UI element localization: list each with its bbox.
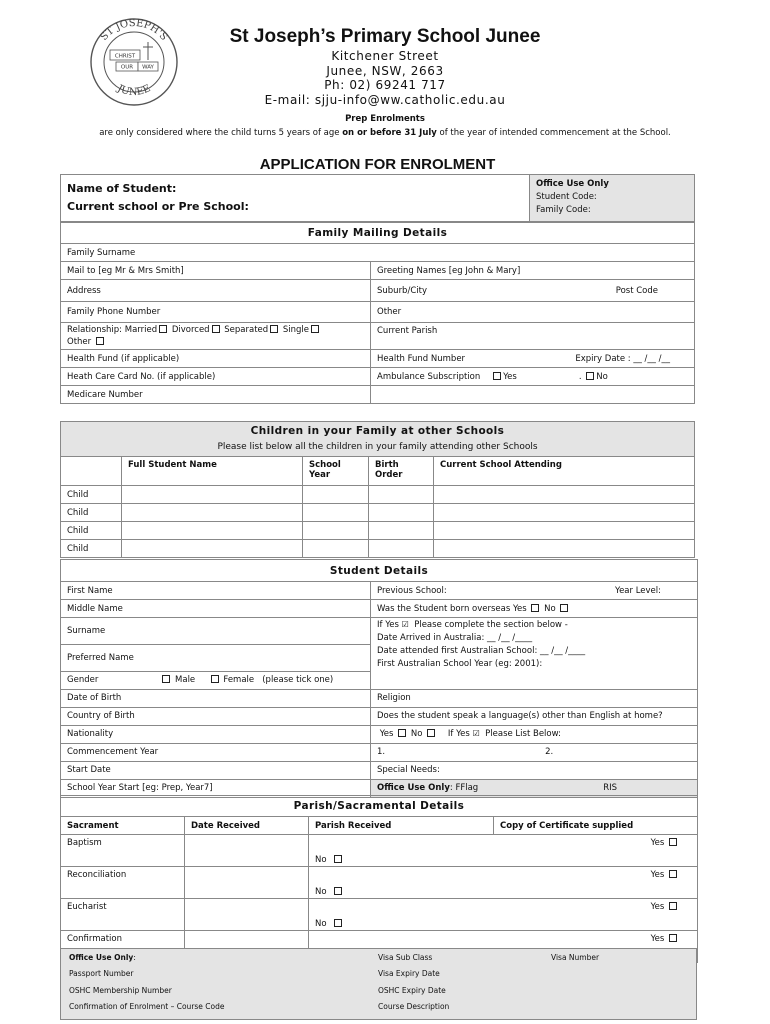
parish-heading: Parish/Sacramental Details (61, 796, 698, 817)
passport-label: Passport Number (69, 969, 134, 978)
language-2-label: 2. (545, 747, 554, 757)
health-fund-number-label: Health Fund Number (377, 353, 466, 364)
office-bottom-title: Office Use Only (69, 953, 134, 962)
student-details-table (60, 559, 698, 798)
yes-checkbox[interactable] (669, 902, 677, 910)
yes-checkbox[interactable] (669, 838, 677, 846)
children-subheading: Please list below all the children in your family attending other Schools (217, 442, 538, 452)
family-phone-label: Family Phone Number (61, 302, 371, 323)
married-checkbox[interactable] (159, 325, 167, 333)
ambulance-yes-checkbox[interactable] (493, 372, 501, 380)
divorced-checkbox[interactable] (212, 325, 220, 333)
student-top-box (60, 174, 695, 222)
year-level-label: Year Level: (615, 585, 661, 596)
family-heading: Family Mailing Details (61, 223, 695, 244)
form-title: APPLICATION FOR ENROLMENT (259, 156, 496, 173)
table-row: Baptism Yes No (61, 835, 698, 867)
student-heading: Student Details (61, 560, 698, 582)
family-code-label: Family Code: (536, 205, 591, 215)
language-yes-no: Yes No If Yes ☑ Please List Below: (371, 725, 698, 743)
health-care-card-label: Heath Care Card No. (if applicable) (61, 368, 371, 386)
table-row: Reconciliation Yes No (61, 867, 698, 899)
course-description-label: Course Description (378, 1002, 450, 1011)
office-use-title: Office Use Only (536, 179, 609, 189)
fflag-label: : FFlag (449, 783, 479, 793)
col-current-school: Current School Attending (434, 457, 695, 486)
table-row: Eucharist Yes No (61, 899, 698, 931)
gender-field: Gender Male Female (please tick one) (61, 671, 371, 689)
ambulance-field: Ambulance Subscription Yes . No (371, 368, 695, 386)
language-1-label: 1. (377, 747, 386, 757)
address-street: Kitchener Street (331, 49, 439, 63)
overseas-yes-checkbox[interactable] (531, 604, 539, 612)
expiry-date-label: Expiry Date : __ /__ /__ (575, 353, 670, 364)
table-row: Child (61, 522, 695, 540)
male-checkbox[interactable] (162, 675, 170, 683)
language-yes-checkbox[interactable] (398, 729, 406, 737)
current-school-label: Current school or Pre School: (67, 200, 249, 213)
col-birth-order: Birth Order (369, 457, 434, 486)
no-checkbox[interactable] (334, 887, 342, 895)
col-sacrament: Sacrament (61, 817, 185, 835)
svg-text:CHRIST: CHRIST (114, 53, 136, 60)
family-mailing-table (60, 222, 695, 404)
commencement-year-label: Commencement Year (61, 743, 371, 761)
first-name-label: First Name (61, 582, 371, 600)
col-full-name: Full Student Name (122, 457, 303, 486)
children-heading: Children in your Family at other Schools (250, 425, 505, 437)
religion-label: Religion (371, 689, 698, 707)
table-row: Child (61, 504, 695, 522)
children-table (60, 421, 695, 558)
family-surname-label: Family Surname (61, 244, 695, 262)
svg-text:JUNEE: JUNEE (115, 83, 153, 99)
language-no-checkbox[interactable] (427, 729, 435, 737)
visa-number-label: Visa Number (551, 953, 600, 962)
prep-note: are only considered where the child turns 5 years of age on or before 31 July of the year of intended commencement at the School. (99, 128, 671, 138)
parish-table (60, 795, 698, 963)
col-school-year: School Year (303, 457, 369, 486)
surname-label: Surname (61, 618, 371, 645)
tick-icon: ☑ (401, 620, 409, 629)
svg-text:ST JOSEPH'S: ST JOSEPH'S (98, 17, 170, 43)
postcode-label: Post Code (615, 285, 658, 296)
oshc-membership-label: OSHC Membership Number (69, 986, 172, 995)
date-arrived-label: Date Arrived in Australia: __ /__ /____ (377, 633, 533, 643)
phone-number: Ph: 02) 69241 717 (324, 78, 446, 92)
other-relationship-checkbox[interactable] (96, 337, 104, 345)
nationality-label: Nationality (61, 725, 371, 743)
student-name-label: Name of Student: (67, 182, 177, 195)
col-date-received: Date Received (185, 817, 309, 835)
svg-text:WAY: WAY (142, 64, 154, 71)
address-label: Address (61, 280, 371, 302)
health-fund-label: Health Fund (if applicable) (61, 350, 371, 368)
current-parish-label: Current Parish (371, 323, 695, 350)
tick-icon: ☑ (472, 729, 480, 738)
table-row: Child (61, 540, 695, 558)
separated-checkbox[interactable] (270, 325, 278, 333)
middle-name-label: Middle Name (61, 600, 371, 618)
suburb-label: Suburb/City (377, 285, 427, 296)
other-label: Other (371, 302, 695, 323)
table-row: Child (61, 486, 695, 504)
no-checkbox[interactable] (334, 855, 342, 863)
medicare-label: Medicare Number (61, 386, 371, 404)
col-certificate: Copy of Certificate supplied (494, 817, 698, 835)
visa-subclass-label: Visa Sub Class (378, 953, 433, 962)
prep-title: Prep Enrolments (345, 114, 425, 124)
female-checkbox[interactable] (211, 675, 219, 683)
greeting-label: Greeting Names [eg John & Mary] (371, 262, 695, 280)
svg-text:OUR: OUR (120, 64, 134, 71)
first-school-year-label: First Australian School Year (eg: 2001): (377, 659, 543, 669)
mail-to-label: Mail to [eg Mr & Mrs Smith] (61, 262, 371, 280)
oshc-expiry-label: OSHC Expiry Date (378, 986, 446, 995)
ris-label: RIS (603, 783, 618, 793)
col-parish-received: Parish Received (309, 817, 494, 835)
office-use-label: Office Use Only (377, 783, 450, 793)
yes-checkbox[interactable] (669, 934, 677, 942)
visa-expiry-label: Visa Expiry Date (378, 969, 440, 978)
if-yes-line: If Yes ☑ Please complete the section below - (377, 620, 568, 630)
overseas-no-checkbox[interactable] (560, 604, 568, 612)
ambulance-no-checkbox[interactable] (586, 372, 594, 380)
office-use-bottom: Office Use Only: Passport Number OSHC Membership Number Confirmation of Enrolment – Course Code Visa Sub Class Visa Number Visa Expiry Date OSHC Expiry Date Course Description (60, 948, 697, 1020)
date-first-school-label: Date attended first Australian School: __ /__ /____ (377, 646, 586, 656)
school-name: St Joseph’s Primary School Junee (229, 26, 541, 47)
email-address: E-mail: sjju-info@ww.catholic.edu.au (264, 93, 506, 107)
previous-school-label: Previous School: (377, 585, 447, 596)
born-overseas-field: Was the Student born overseas Yes No (371, 600, 698, 618)
no-checkbox[interactable] (334, 919, 342, 927)
single-checkbox[interactable] (311, 325, 319, 333)
special-needs-label: Special Needs: (371, 761, 698, 779)
yes-checkbox[interactable] (669, 870, 677, 878)
start-date-label: Start Date (61, 761, 371, 779)
relationship-field: Relationship: Married Divorced Separated Single Other (61, 323, 371, 350)
language-question: Does the student speak a language(s) other than English at home? (371, 707, 698, 725)
school-year-start-label: School Year Start [eg: Prep, Year7] (61, 779, 371, 797)
preferred-name-label: Preferred Name (61, 644, 371, 671)
dob-label: Date of Birth (61, 689, 371, 707)
address-town: Junee, NSW, 2663 (326, 64, 444, 78)
student-code-label: Student Code: (536, 192, 597, 202)
table-row: Confirmation Yes (61, 931, 698, 963)
country-of-birth-label: Country of Birth (61, 707, 371, 725)
coe-course-code-label: Confirmation of Enrolment – Course Code (69, 1002, 225, 1011)
